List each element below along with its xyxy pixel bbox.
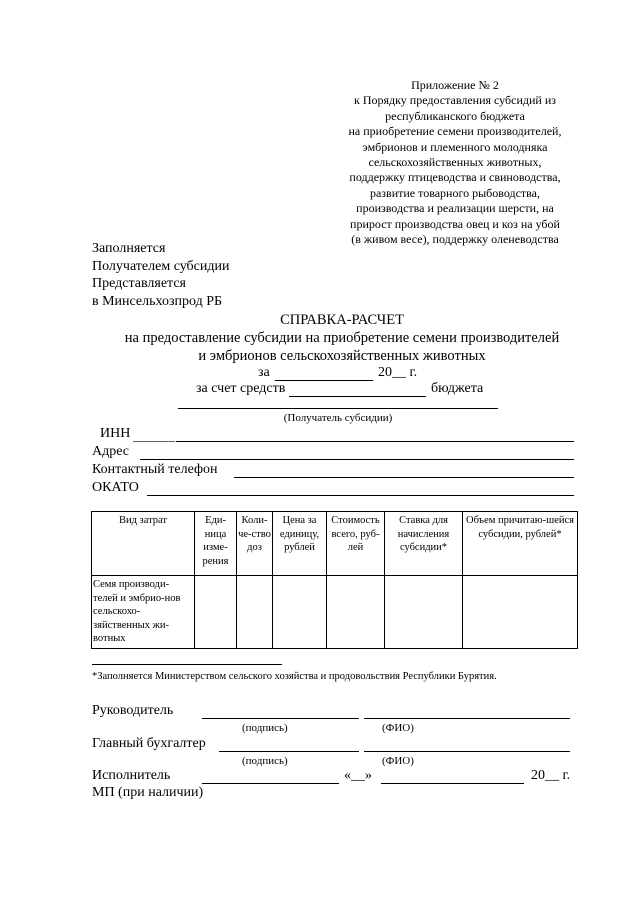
phone-label: Контактный телефон bbox=[92, 462, 218, 477]
table-cell[interactable] bbox=[237, 576, 273, 649]
head-signature-field[interactable] bbox=[202, 718, 359, 719]
table-row bbox=[92, 576, 578, 649]
appendix-header bbox=[330, 78, 580, 247]
appendix-line: производства и реализации шерсти, на bbox=[356, 201, 554, 216]
budget-suffix: бюджета bbox=[431, 381, 484, 396]
address-field[interactable] bbox=[140, 459, 574, 460]
table-cell[interactable] bbox=[195, 576, 237, 649]
document-title: СПРАВКА-РАСЧЕТ bbox=[280, 312, 404, 328]
header-dose-count: Коли-че-ство доз bbox=[237, 512, 273, 576]
table-cell-cost-type: Семя производи-телей и эмбрио-нов сельскохо-зяйственных жи-вотных bbox=[92, 576, 195, 649]
head-label: Руководитель bbox=[92, 703, 174, 718]
appendix-line: прирост производства овец и коз на убой bbox=[350, 216, 560, 231]
date-month-field[interactable] bbox=[381, 783, 524, 784]
appendix-line: (в живом весе), поддержку оленеводства bbox=[351, 232, 559, 247]
inn-field[interactable] bbox=[176, 441, 574, 442]
inn-label: ИНН bbox=[100, 426, 131, 441]
fill-instructions bbox=[92, 240, 229, 310]
appendix-line: эмбрионов и племенного молодняка bbox=[362, 139, 548, 154]
fio-caption: (ФИО) bbox=[382, 755, 414, 767]
table-cell[interactable] bbox=[327, 576, 385, 649]
period-year: 20__ г. bbox=[378, 365, 418, 380]
header-subsidy-rate: Ставка для начисления субсидии* bbox=[385, 512, 463, 576]
inn-blank-short bbox=[133, 441, 175, 442]
appendix-line: развитие товарного рыбоводства, bbox=[369, 185, 541, 200]
appendix-line: Приложение № 2 bbox=[411, 78, 499, 92]
header-unit: Еди-ница изме-рения bbox=[195, 512, 237, 576]
fill-note-line: в Минсельхозпрод РБ bbox=[92, 293, 223, 309]
okato-label: ОКАТО bbox=[92, 480, 139, 495]
accountant-label: Главный бухгалтер bbox=[92, 736, 206, 751]
calculation-table bbox=[91, 511, 578, 649]
sign-caption: (подпись) bbox=[242, 755, 288, 767]
budget-blank[interactable] bbox=[289, 396, 426, 397]
date-day: «__» bbox=[344, 768, 372, 783]
document-subtitle-line: на предоставление субсидии на приобретение семени производителей bbox=[124, 330, 560, 346]
header-unit-price: Цена за единицу, рублей bbox=[273, 512, 327, 576]
fill-note-line: Представляется bbox=[92, 276, 186, 291]
footnote: *Заполняется Министерством сельского хозяйства и продовольствия Республики Бурятия. bbox=[92, 671, 497, 682]
appendix-line: на приобретение семени производителей, bbox=[348, 124, 562, 139]
fill-note-line: Заполняется bbox=[92, 241, 166, 256]
appendix-line: к Порядку предоставления субсидий из bbox=[354, 93, 556, 108]
appendix-line: республиканского бюджета bbox=[385, 108, 525, 123]
header-total-cost: Стоимость всего, руб-лей bbox=[327, 512, 385, 576]
header-subsidy-amount: Объем причитаю-шейся субсидии, рублей* bbox=[463, 512, 578, 576]
period-blank[interactable] bbox=[275, 380, 373, 381]
table-cell[interactable] bbox=[463, 576, 578, 649]
fill-note-line: Получателем субсидии bbox=[92, 258, 230, 274]
table-header-row bbox=[92, 512, 578, 576]
recipient-blank[interactable] bbox=[178, 408, 498, 409]
executor-field[interactable] bbox=[202, 783, 339, 784]
address-label: Адрес bbox=[92, 444, 130, 459]
appendix-line: поддержку птицеводства и свиноводства, bbox=[349, 170, 561, 185]
sign-caption: (подпись) bbox=[242, 722, 288, 734]
appendix-line: сельскохозяйственных животных, bbox=[368, 155, 542, 170]
accountant-signature-field[interactable] bbox=[219, 751, 359, 752]
fio-caption: (ФИО) bbox=[382, 722, 414, 734]
accountant-name-field[interactable] bbox=[364, 751, 570, 752]
footnote-separator bbox=[92, 664, 282, 665]
table-cell[interactable] bbox=[385, 576, 463, 649]
phone-field[interactable] bbox=[234, 477, 574, 478]
recipient-caption: (Получатель субсидии) bbox=[283, 412, 393, 424]
date-year: 20__ г. bbox=[531, 768, 571, 783]
okato-field[interactable] bbox=[147, 495, 574, 496]
table-cell[interactable] bbox=[273, 576, 327, 649]
document-subtitle-line: и эмбрионов сельскохозяйственных животных bbox=[198, 348, 486, 364]
stamp-label: МП (при наличии) bbox=[92, 785, 204, 800]
header-cost-type: Вид затрат bbox=[92, 512, 195, 576]
budget-prefix: за счет средств bbox=[196, 381, 286, 396]
head-name-field[interactable] bbox=[364, 718, 570, 719]
period-prefix: за bbox=[258, 365, 270, 380]
executor-label: Исполнитель bbox=[92, 768, 171, 783]
